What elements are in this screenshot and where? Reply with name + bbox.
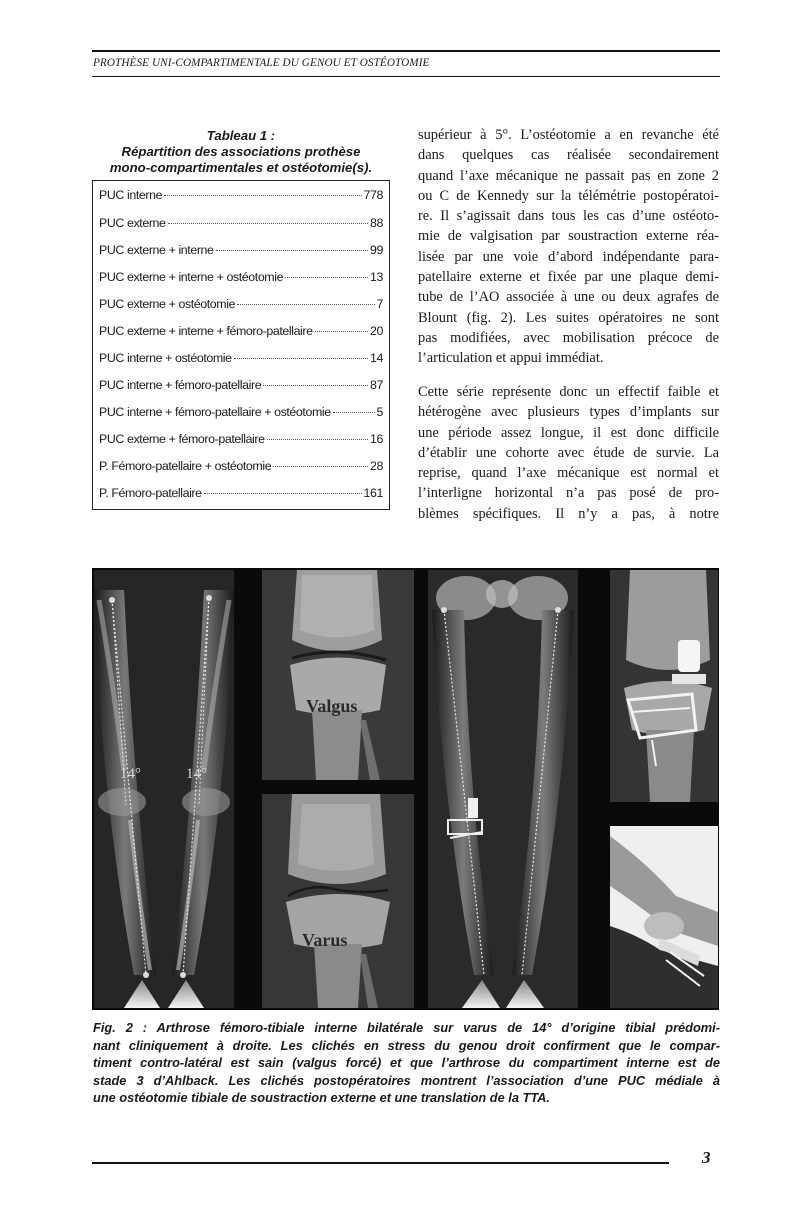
- row-label: PUC externe + ostéotomie: [99, 297, 236, 311]
- long-leg-xray-image: [94, 570, 234, 1008]
- text-line: Blount (fig. 2). Les suites opératoires ne sont: [418, 309, 719, 326]
- row-label: P. Fémoro-patellaire: [99, 486, 202, 500]
- table-row: [99, 324, 383, 342]
- row-value: 161: [363, 486, 383, 500]
- caption-line: stade 3 d’Ahlback. Les clichés postopératoires montrent l’association d’une PUC médiale à: [93, 1072, 720, 1088]
- panel-postop-knee-ap: [610, 570, 718, 802]
- leader-dots: [237, 304, 374, 305]
- table-row: [99, 351, 383, 369]
- row-label: PUC externe + interne + fémoro-patellaire: [99, 324, 313, 338]
- leader-dots: [234, 358, 368, 359]
- text-line: dans quelques cas réalisée secondairement: [418, 147, 719, 164]
- header-rule-bottom: [92, 76, 720, 77]
- row-value: 16: [370, 432, 383, 446]
- text-line: mie de valgisation par soustraction externe réa-: [418, 228, 719, 245]
- leader-dots: [216, 250, 368, 251]
- panel-varus-stress: [262, 794, 414, 1008]
- panel-valgus-stress: [262, 570, 414, 780]
- header-rule-top: [92, 50, 720, 52]
- text-line: tube de l’AO associée à une ou deux agrafes de: [418, 289, 719, 306]
- row-label: PUC interne: [99, 188, 163, 202]
- text-line: supérieur à 5°. L’ostéotomie a en revanche été: [418, 127, 719, 143]
- postop-knee-ap-xray-image: [610, 570, 718, 802]
- row-label: PUC externe: [99, 216, 166, 230]
- row-label: PUC externe + fémoro-patellaire: [99, 432, 265, 446]
- table-caption-line: Répartition des associations prothèse: [121, 144, 361, 159]
- text-line: une période assez longue, il est donc difficile: [418, 424, 719, 441]
- leader-dots: [168, 223, 368, 224]
- table-row: [99, 216, 383, 234]
- caption-line: timent contro-latéral est sain (valgus forcé) et que l’arthrose du compartiment interne est de: [93, 1055, 720, 1071]
- leader-dots: [204, 493, 362, 494]
- page-number: 3: [702, 1148, 711, 1167]
- table-row: [99, 486, 383, 504]
- valgus-label: Valgus: [306, 696, 358, 716]
- text-line: reprise, quand l’axe mécanique est normal et: [418, 465, 719, 482]
- row-label: PUC interne + fémoro-patellaire: [99, 378, 262, 392]
- leader-dots: [285, 277, 368, 278]
- caption-line: une ostéotomie tibiale de soustraction externe et une translation de la TTA.: [93, 1090, 550, 1106]
- row-value: 7: [376, 297, 383, 311]
- table-row: [99, 459, 383, 477]
- row-label: PUC externe + interne + ostéotomie: [99, 270, 284, 284]
- table-caption-line: Tableau 1 :: [206, 128, 276, 143]
- table-caption-line: mono-compartimentales et ostéotomie(s).: [109, 160, 373, 175]
- caption-line: nant cliniquement à droite. Les clichés en stress du genou droit confirment que le compar-: [93, 1037, 720, 1053]
- text-line: hétérogène avec plusieurs types d’implants sur: [418, 404, 719, 421]
- row-value: 87: [370, 378, 383, 392]
- panel-postop-knee-lateral: [610, 826, 718, 1008]
- table-row: [99, 432, 383, 450]
- text-line: d’établir une cohorte avec étude de survie. La: [418, 444, 719, 461]
- leader-dots: [267, 439, 368, 440]
- leader-dots: [315, 331, 368, 332]
- leader-dots: [273, 466, 368, 467]
- angle-label-right: 14°: [186, 766, 207, 782]
- varus-knee-xray-image: [262, 794, 414, 1008]
- table-row: [99, 297, 383, 315]
- caption-line: Fig. 2 : Arthrose fémoro-tibiale interne bilatérale sur varus de 14° d’origine tibial prédomi-: [93, 1020, 720, 1035]
- row-value: 99: [370, 243, 383, 257]
- table-caption: [92, 128, 390, 176]
- valgus-knee-xray-image: [262, 570, 414, 780]
- row-value: 20: [370, 324, 383, 338]
- table-row: [99, 270, 383, 288]
- row-label: PUC externe + interne: [99, 243, 214, 257]
- text-line: quand l’axe mécanique ne passait pas en zone 2: [418, 167, 719, 184]
- leader-dots: [164, 195, 361, 196]
- body-paragraph-2: [418, 382, 719, 524]
- row-label: PUC interne + ostéotomie: [99, 351, 232, 365]
- text-line: patellaire externe et fixée par une plaque demi-: [418, 269, 719, 286]
- leader-dots: [263, 385, 368, 386]
- varus-label: Varus: [302, 930, 348, 950]
- row-label: PUC interne + fémoro-patellaire + ostéotomie: [99, 405, 331, 419]
- table-row: [99, 378, 383, 396]
- leader-dots: [333, 412, 375, 413]
- postop-long-leg-xray-image: [428, 570, 578, 1008]
- text-line: Cette série représente donc un effectif faible et: [418, 384, 719, 400]
- row-value: 88: [370, 216, 383, 230]
- text-line: re. Il s’agissait dans tous les cas d’une ostéoto-: [418, 208, 719, 225]
- panel-postop-long-leg: [428, 570, 578, 1008]
- text-line: l’articulation et appui immédiat.: [418, 350, 604, 367]
- row-value: 28: [370, 459, 383, 473]
- row-value: 13: [370, 270, 383, 284]
- row-label: P. Fémoro-patellaire + ostéotomie: [99, 459, 272, 473]
- table-row: [99, 243, 383, 261]
- text-line: blèmes spécifiques. Il n’y a pas, à notre: [418, 505, 719, 522]
- postop-knee-lateral-xray-image: [610, 826, 718, 1008]
- table-row: [99, 188, 383, 206]
- figure-2-radiographs: [92, 568, 719, 1010]
- text-line: pas modifiées, avec mobilisation précoce de: [418, 329, 719, 346]
- footer-rule: [92, 1162, 669, 1164]
- table-row: [99, 405, 383, 423]
- row-value: 14: [370, 351, 383, 365]
- row-value: 5: [376, 405, 383, 419]
- angle-label-left: 14°: [120, 766, 141, 782]
- panel-bilateral-long-leg: [94, 570, 234, 1008]
- text-line: l’interligne horizontal n’a pas posé de pro-: [418, 485, 719, 502]
- running-title: PROTHÈSE UNI-COMPARTIMENTALE DU GENOU ET OSTÉOTOMIE: [93, 57, 430, 69]
- text-line: lisée par une voie d’abord indépendante para-: [418, 248, 719, 265]
- body-paragraph-1: [418, 125, 719, 369]
- text-line: ou C de Kennedy sur la télémétrie postopératoi-: [418, 187, 719, 204]
- figure-caption: [93, 1019, 720, 1107]
- table: [92, 180, 390, 510]
- row-value: 778: [363, 188, 383, 202]
